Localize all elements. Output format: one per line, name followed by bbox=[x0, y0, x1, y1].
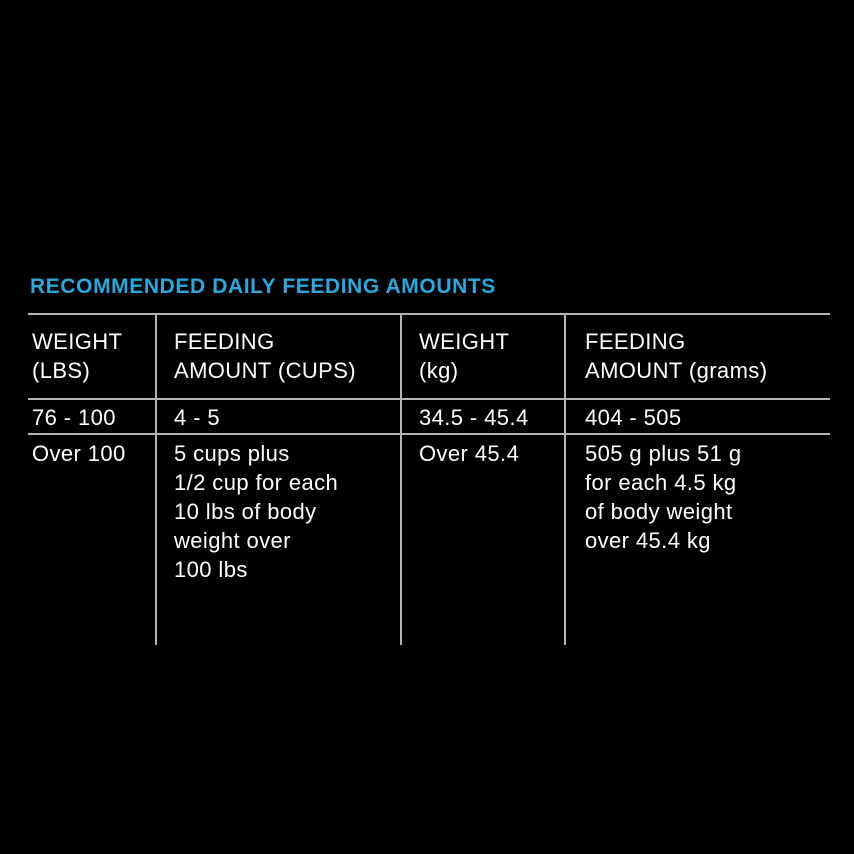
row1-feeding-cups: 4 - 5 bbox=[174, 405, 221, 430]
row-divider-rule bbox=[28, 433, 830, 435]
header-bottom-rule bbox=[28, 398, 830, 400]
column-divider-3 bbox=[564, 313, 566, 645]
header-weight-kg: WEIGHT (kg) bbox=[419, 329, 510, 383]
row1-feeding-grams: 404 - 505 bbox=[585, 405, 682, 430]
row1-weight-lbs: 76 - 100 bbox=[32, 405, 116, 430]
row2-feeding-cups: 5 cups plus 1/2 cup for each 10 lbs of body weight over 100 lbs bbox=[174, 441, 339, 582]
header-feeding-grams: FEEDING AMOUNT (grams) bbox=[585, 329, 768, 383]
table-top-rule bbox=[28, 313, 830, 315]
header-weight-lbs: WEIGHT (LBS) bbox=[32, 329, 123, 383]
table-title: RECOMMENDED DAILY FEEDING AMOUNTS bbox=[30, 275, 496, 298]
column-divider-1 bbox=[155, 313, 157, 645]
row2-weight-lbs: Over 100 bbox=[32, 441, 126, 466]
column-divider-2 bbox=[400, 313, 402, 645]
header-feeding-cups: FEEDING AMOUNT (CUPS) bbox=[174, 329, 357, 383]
row1-weight-kg: 34.5 - 45.4 bbox=[419, 405, 529, 430]
row2-feeding-grams: 505 g plus 51 g for each 4.5 kg of body weight over 45.4 kg bbox=[585, 441, 742, 553]
row2-weight-kg: Over 45.4 bbox=[419, 441, 520, 466]
